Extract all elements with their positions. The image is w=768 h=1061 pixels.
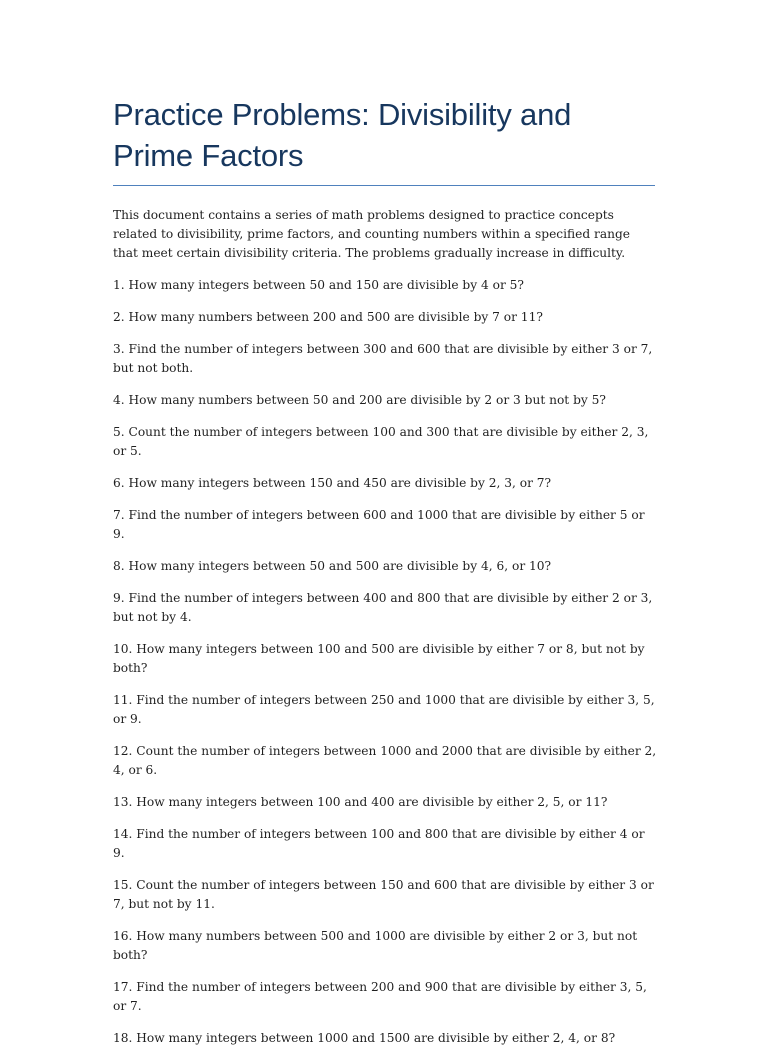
problem-item: 6. How many integers between 150 and 450 are divisible by 2, 3, or 7? [113, 476, 552, 490]
problem-item: 7. Find the number of integers between 600 and 1000 that are divisible by either 5 or 9. [113, 508, 645, 541]
problem-item: 10. How many integers between 100 and 500 are divisible by either 7 or 8, but not by both? [113, 642, 645, 675]
problem-item: 2. How many numbers between 200 and 500 are divisible by 7 or 11? [113, 310, 543, 324]
problem-item: 5. Count the number of integers between 100 and 300 that are divisible by either 2, 3, or 5. [113, 425, 649, 458]
problem-item: 15. Count the number of integers between 150 and 600 that are divisible by either 3 or 7, but not by 11. [113, 878, 654, 911]
problem-item: 3. Find the number of integers between 300 and 600 that are divisible by either 3 or 7, but not both. [113, 342, 653, 375]
page-title: Practice Problems: Divisibility and Prime Factors [113, 97, 572, 173]
document-page [113, 0, 658, 1061]
problem-item: 11. Find the number of integers between 250 and 1000 that are divisible by either 3, 5, or 9. [113, 693, 655, 726]
title-divider [113, 185, 655, 186]
problem-item: 18. How many integers between 1000 and 1500 are divisible by either 2, 4, or 8? [113, 1031, 616, 1045]
problem-item: 4. How many numbers between 50 and 200 are divisible by 2 or 3 but not by 5? [113, 393, 606, 407]
problem-item: 17. Find the number of integers between 200 and 900 that are divisible by either 3, 5, or 7. [113, 980, 647, 1013]
problem-item: 14. Find the number of integers between 100 and 800 that are divisible by either 4 or 9. [113, 827, 645, 860]
intro-paragraph: This document contains a series of math problems designed to practice concepts related to divisibility, prime factors, and counting numbers within a specified range that meet certain divisibility criteria. The problems gradually increase in difficulty. [113, 208, 630, 260]
problem-item: 9. Find the number of integers between 400 and 800 that are divisible by either 2 or 3, but not by 4. [113, 591, 653, 624]
problem-list [113, 276, 658, 1048]
problem-item: 12. Count the number of integers between 1000 and 2000 that are divisible by either 2, 4, or 6. [113, 744, 657, 777]
problem-item: 13. How many integers between 100 and 400 are divisible by either 2, 5, or 11? [113, 795, 608, 809]
problem-item: 8. How many integers between 50 and 500 are divisible by 4, 6, or 10? [113, 559, 552, 573]
problem-item: 16. How many numbers between 500 and 1000 are divisible by either 2 or 3, but not both? [113, 929, 638, 962]
problem-item: 1. How many integers between 50 and 150 are divisible by 4 or 5? [113, 278, 524, 292]
